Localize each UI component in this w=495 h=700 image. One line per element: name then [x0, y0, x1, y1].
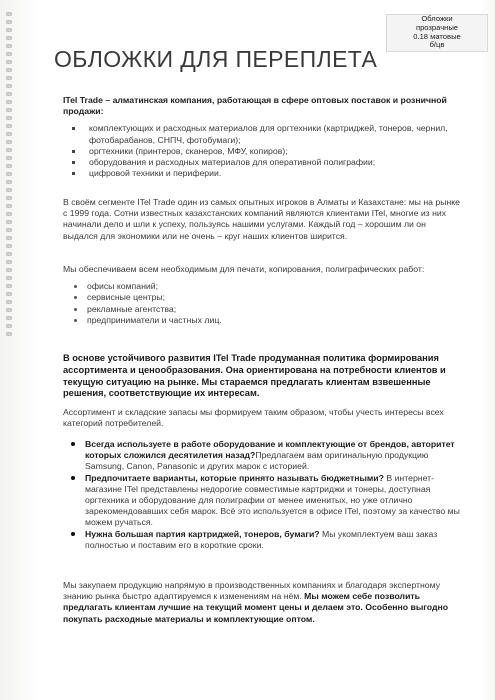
offers-section — [63, 439, 463, 551]
clients-list — [63, 281, 463, 326]
list-item: оборудования и расходных материалов для оперативной полиграфии; — [63, 157, 463, 168]
list-item: рекламные агентства; — [63, 304, 463, 315]
intro-paragraph: ITel Trade – алматинская компания, работающая в сфере оптовых поставок и розничной продажи: — [63, 95, 447, 117]
segment-paragraph: В своём сегменте ITel Trade один из самых опытных игроков в Алматы и Казахстане: мы на рынке с 1999 года. Сотни известных казахстанских компаний являются клиентами ITel, многие из них начинали дело и шли к успеху, пользуясь нашими услугами. Каждый год – хорошим ли он выдался для экономики или не очень – круг наших клиентов ширится. — [63, 197, 460, 241]
list-item — [63, 439, 463, 473]
sticker-line: 0.18 матовые — [413, 31, 461, 41]
list-item: сервисные центры; — [63, 292, 463, 303]
segment-section — [63, 197, 463, 242]
sticker-line: б/цв — [429, 40, 445, 50]
list-item — [63, 529, 463, 551]
offers-list — [63, 439, 463, 551]
offer-question: Нужна большая партия картриджей, тонеров, бумаги? — [85, 528, 320, 539]
offer-answer: Мы укомплектуем ваш заказ полностью и поставим его в короткие сроки. — [85, 528, 438, 550]
closing-bold: Мы можем себе позволить предлагать клиентам лучшие на текущий момент цены и делаем это. Особенно выгодно покупать расходные материалы и комплектующие оптом. — [63, 591, 449, 624]
assortment-paragraph: Ассортимент и складские запасы мы формируем таким образом, чтобы учесть интересы всех категорий потребителей. — [63, 407, 444, 429]
provide-section — [63, 264, 463, 326]
policy-paragraph: В основе устойчивого развития ITel Trade продуманная политика формирования ассортимента и ценообразования. Она ориентирована на потребности клиентов и текущую ситуацию на рынке. Мы стараемся предлагать клиентам взвешенные решения, соответствующие их интересам. — [63, 353, 446, 399]
intro-section — [63, 95, 463, 179]
list-item: цифровой техники и периферии. — [63, 168, 463, 179]
closing-section — [63, 580, 463, 625]
offer-answer: Предлагаем вам оригинальную продукцию Samsung, Canon, Panasonic и других марок с историей. — [85, 450, 429, 472]
sticker-line: Обложки — [421, 14, 453, 23]
closing-paragraph — [63, 580, 463, 625]
policy-section — [63, 353, 463, 400]
assortment-section — [63, 407, 463, 429]
products-list — [63, 123, 463, 179]
list-item: оргтехники (принтеров, сканеров, МФУ, копиров); — [63, 146, 463, 157]
sticker-line: прозрачные — [415, 22, 459, 32]
list-item — [63, 473, 463, 529]
list-item: комплектующих и расходных материалов для оргтехники (картриджей, тонеров, чернил, фотобарабанов, СНПЧ, фотобумаги); — [63, 123, 463, 145]
page-title: ОБЛОЖКИ ДЛЯ ПЕРЕПЛЕТА — [54, 46, 378, 72]
offer-question: Предпочитаете варианты, которые принято называть бюджетными? — [85, 472, 384, 483]
offer-answer: В интернет-магазине ITel представлены недорогие совместимые картриджи и тонеры, доступная оргтехника и оборудование для полиграфии от менее именитых, но уже отлично зарекомендовавших себя марок. Всё это используется в офисе ITel, поэтому за качество мы можем ручаться. — [85, 472, 460, 528]
closing-normal: Мы закупаем продукцию напрямую в производственных компаниях и благодаря экспертному знанию рынка быстро адаптируемся к изменениям на нём. — [63, 580, 441, 602]
offer-question: Всегда используете в работе оборудование и комплектующие от брендов, авторитет которых сложился десятилетия назад? — [85, 439, 455, 461]
list-item: предприниматели и частных лиц. — [63, 315, 463, 326]
provide-paragraph: Мы обеспечиваем всем необходимым для печати, копирования, полиграфических работ: — [63, 264, 425, 274]
list-item: офисы компаний; — [63, 281, 463, 292]
